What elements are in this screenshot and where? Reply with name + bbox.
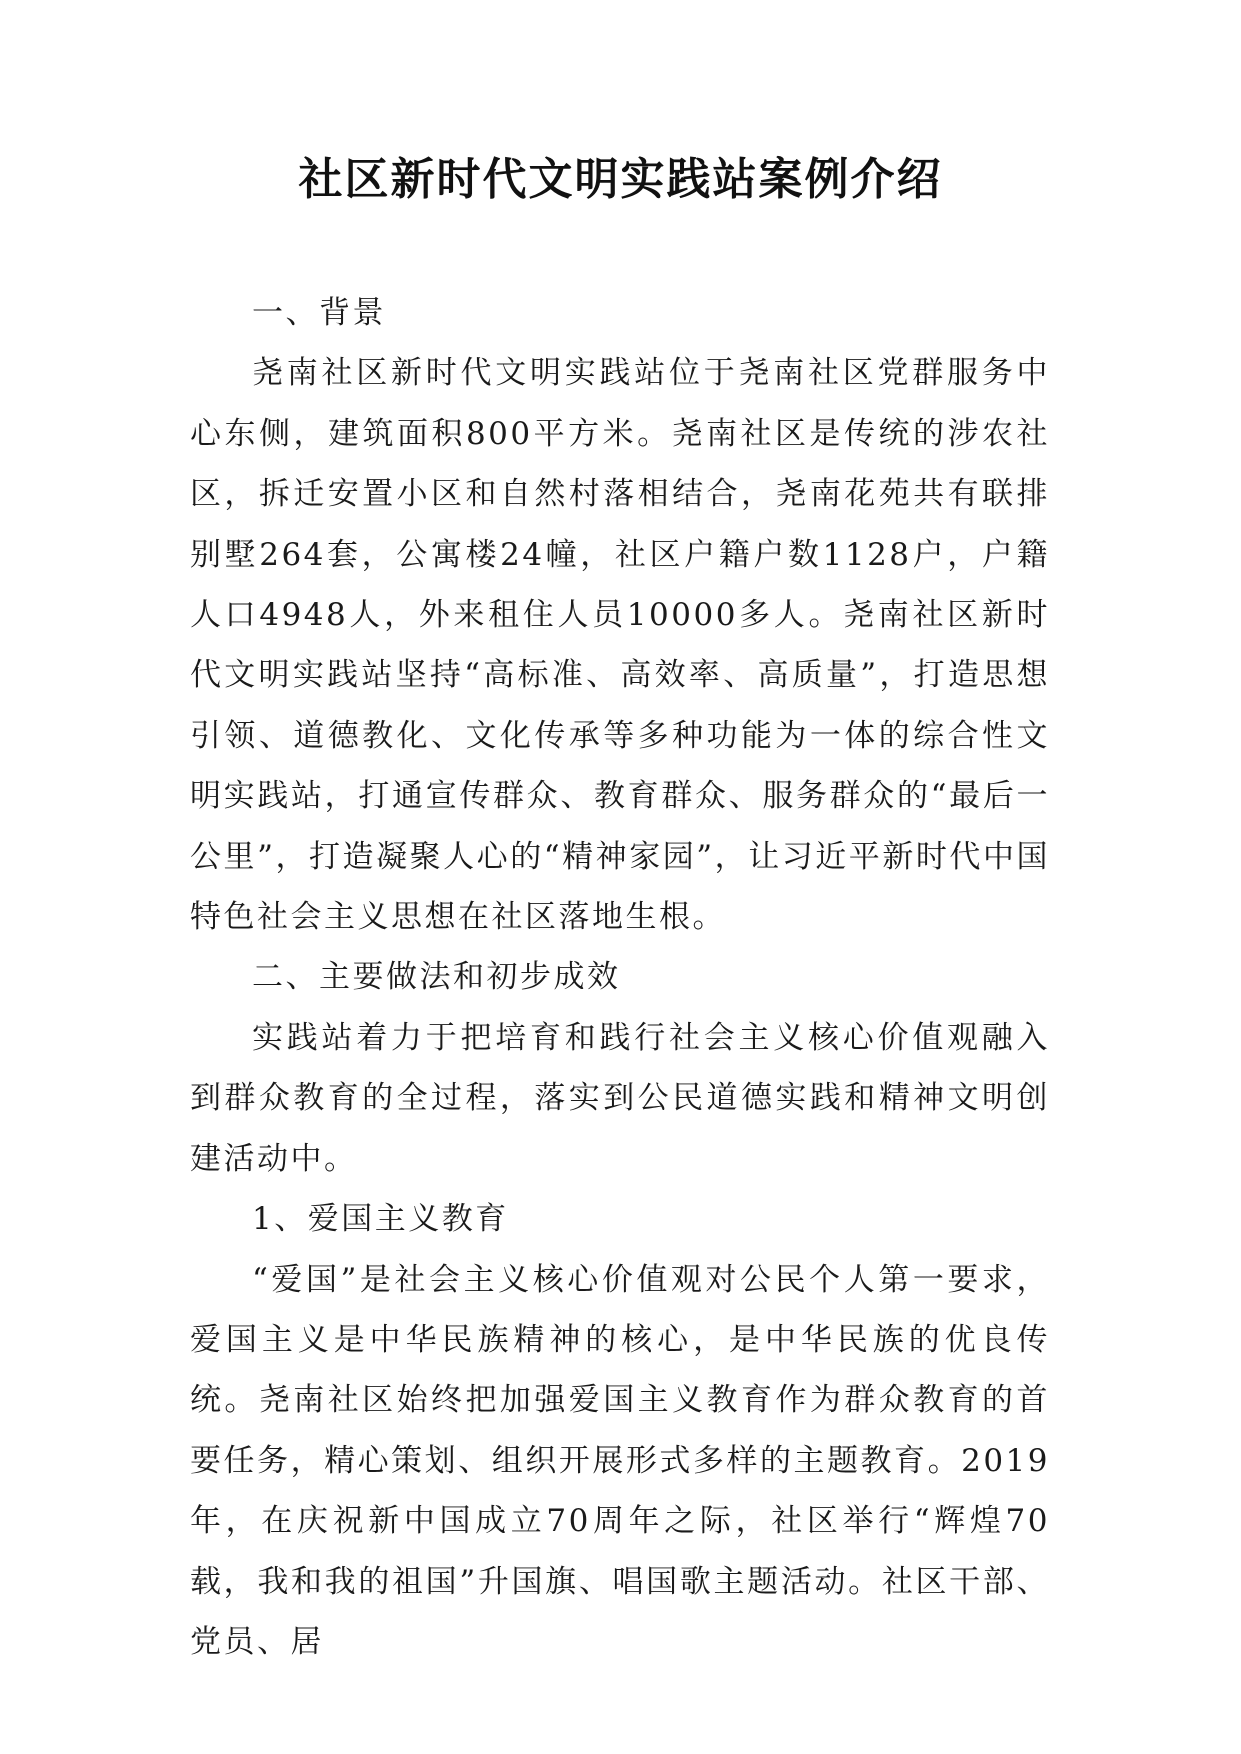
section-heading-background: 一、背景 xyxy=(252,295,386,331)
document-body xyxy=(190,283,1050,1672)
subsection-heading-patriotism: 1、爱国主义教育 xyxy=(252,1201,509,1238)
patriotism-paragraph: “爱国”是社会主义核心价值观对公民个人第一要求，爱国主义是中华民族精神的核心，是中华民族的优良传统。尧南社区始终把加强爱国主义教育作为群众教育的首要任务，精心策划、组织开展形式多样的主题教育。2019年，在庆祝新中国成立70周年之际，社区举行“辉煌70载，我和我的祖国”升国旗、唱国歌主题活动。社区干部、党员、居 xyxy=(190,1261,1050,1660)
document-title: 社区新时代文明实践站案例介绍 xyxy=(298,154,943,205)
section-heading-practices: 二、主要做法和初步成效 xyxy=(252,959,621,996)
background-paragraph: 尧南社区新时代文明实践站位于尧南社区党群服务中心东侧，建筑面积800平方米。尧南社区是传统的涉农社区，拆迁安置小区和自然村落相结合，尧南花苑共有联排别墅264套，公寓楼24幢，社区户籍户数1128户，户籍人口4948人，外来租住人员10000多人。尧南社区新时代文明实践站坚持“高标准、高效率、高质量”，打造思想引领、道德教化、文化传承等多种功能为一体的综合性文明实践站，打通宣传群众、教育群众、服务群众的“最后一公里”，打造凝聚人心的“精神家园”，让习近平新时代中国特色社会主义思想在社区落地生根。 xyxy=(190,355,1050,936)
practices-intro-paragraph: 实践站着力于把培育和践行社会主义核心价值观融入到群众教育的全过程，落实到公民道德实践和精神文明创建活动中。 xyxy=(190,1019,1050,1177)
